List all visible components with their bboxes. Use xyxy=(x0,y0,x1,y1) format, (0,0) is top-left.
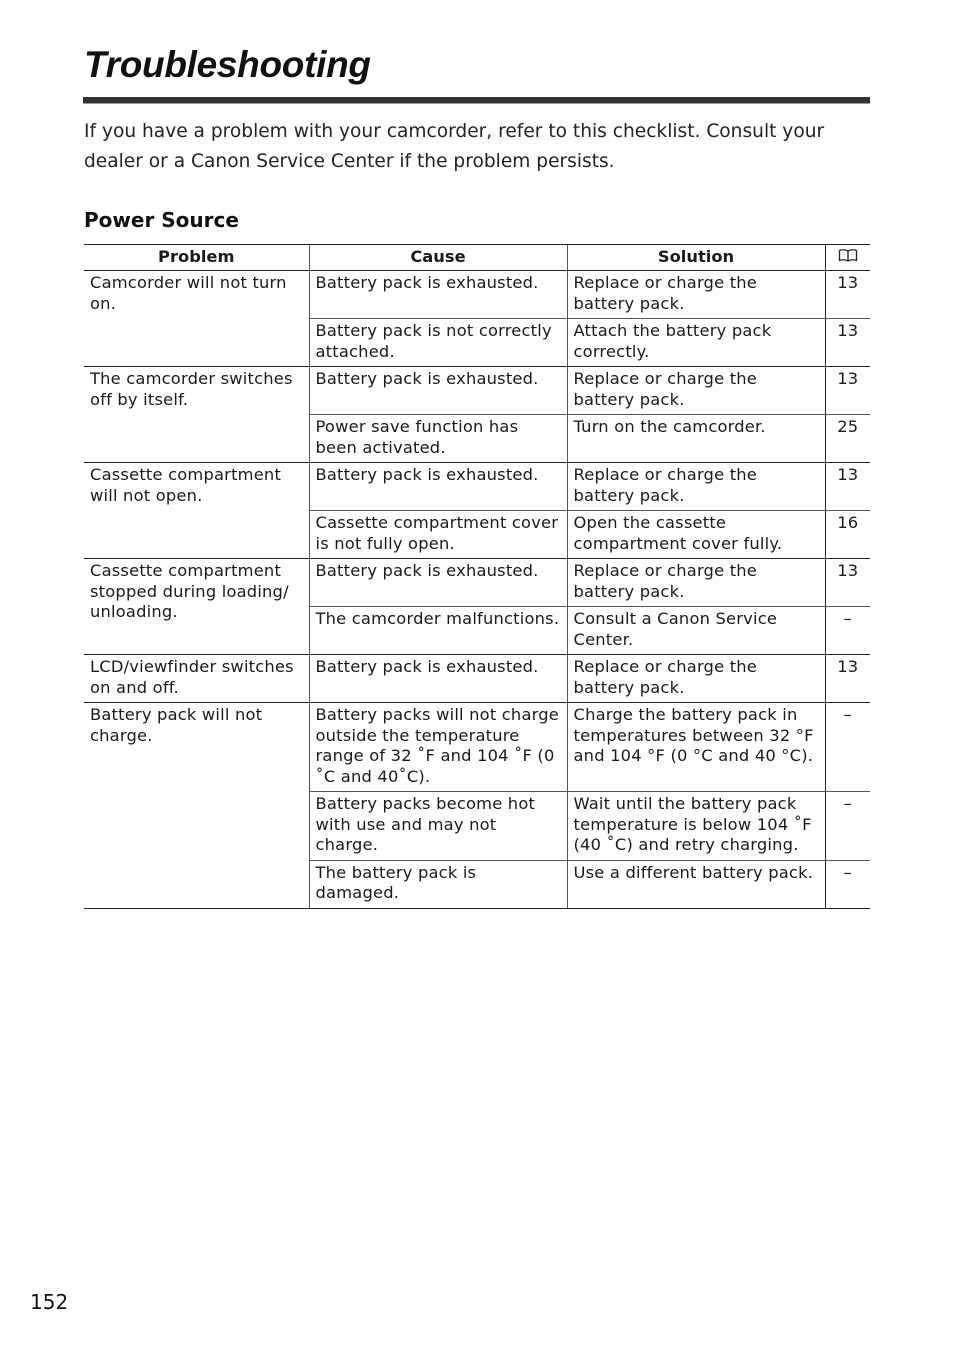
table-row xyxy=(84,463,870,511)
problem-cell: The camcorder switches off by itself. xyxy=(84,367,309,463)
table-row xyxy=(84,367,870,415)
table-row xyxy=(84,559,870,607)
page-reference-cell: 13 xyxy=(825,271,870,319)
section-heading: Power Source xyxy=(84,208,239,232)
page-reference-cell: 13 xyxy=(825,367,870,415)
page-reference-cell: 13 xyxy=(825,463,870,511)
cause-cell: Battery pack is exhausted. xyxy=(309,559,567,607)
cause-cell: Cassette compartment cover is not fully open. xyxy=(309,511,567,559)
solution-cell: Open the cassette compartment cover fully. xyxy=(567,511,825,559)
solution-cell: Replace or charge the battery pack. xyxy=(567,463,825,511)
solution-cell: Use a different battery pack. xyxy=(567,860,825,908)
problem-cell: Cassette compartment will not open. xyxy=(84,463,309,559)
solution-cell: Consult a Canon Service Center. xyxy=(567,607,825,655)
table-row xyxy=(84,703,870,792)
cause-cell: Battery pack is exhausted. xyxy=(309,655,567,703)
cause-cell: Battery pack is exhausted. xyxy=(309,367,567,415)
cause-cell: The camcorder malfunctions. xyxy=(309,607,567,655)
solution-cell: Replace or charge the battery pack. xyxy=(567,655,825,703)
cause-cell: Battery pack is exhausted. xyxy=(309,463,567,511)
solution-cell: Turn on the camcorder. xyxy=(567,415,825,463)
page-number: 152 xyxy=(30,1290,69,1314)
page-reference-cell: – xyxy=(825,860,870,908)
solution-cell: Replace or charge the battery pack. xyxy=(567,559,825,607)
troubleshooting-table xyxy=(84,244,870,909)
page-reference-cell: 25 xyxy=(825,415,870,463)
header-page-reference xyxy=(825,245,870,271)
solution-cell: Charge the battery pack in temperatures between 32 °F and 104 °F (0 °C and 40 °C). xyxy=(567,703,825,792)
table-header-row xyxy=(84,245,870,271)
page-reference-cell: – xyxy=(825,792,870,861)
cause-cell: Battery packs will not charge outside the temperature range of 32 ˚F and 104 ˚F (0 ˚C and 40˚C). xyxy=(309,703,567,792)
page-reference-cell: – xyxy=(825,703,870,792)
book-icon xyxy=(838,247,858,268)
title-rule xyxy=(83,97,870,104)
page-reference-cell: 13 xyxy=(825,559,870,607)
solution-cell: Attach the battery pack correctly. xyxy=(567,319,825,367)
cause-cell: The battery pack is damaged. xyxy=(309,860,567,908)
header-solution: Solution xyxy=(567,245,825,271)
table-body xyxy=(84,271,870,909)
page-reference-cell: 13 xyxy=(825,655,870,703)
problem-cell: Camcorder will not turn on. xyxy=(84,271,309,367)
problem-cell: LCD/viewfinder switches on and off. xyxy=(84,655,309,703)
header-problem: Problem xyxy=(84,245,309,271)
page-reference-cell: – xyxy=(825,607,870,655)
table-row xyxy=(84,655,870,703)
table-row xyxy=(84,271,870,319)
page-reference-cell: 16 xyxy=(825,511,870,559)
solution-cell: Replace or charge the battery pack. xyxy=(567,367,825,415)
cause-cell: Battery pack is not correctly attached. xyxy=(309,319,567,367)
solution-cell: Replace or charge the battery pack. xyxy=(567,271,825,319)
cause-cell: Battery packs become hot with use and may not charge. xyxy=(309,792,567,861)
intro-paragraph: If you have a problem with your camcorder, refer to this checklist. Consult your dealer or a Canon Service Center if the problem persists. xyxy=(84,121,825,172)
page-title: Troubleshooting xyxy=(84,44,371,85)
cause-cell: Battery pack is exhausted. xyxy=(309,271,567,319)
cause-cell: Power save function has been activated. xyxy=(309,415,567,463)
solution-cell: Wait until the battery pack temperature is below 104 ˚F (40 ˚C) and retry charging. xyxy=(567,792,825,861)
header-cause: Cause xyxy=(309,245,567,271)
page-reference-cell: 13 xyxy=(825,319,870,367)
problem-cell: Cassette compartment stopped during loading/ unloading. xyxy=(84,559,309,655)
problem-cell: Battery pack will not charge. xyxy=(84,703,309,909)
